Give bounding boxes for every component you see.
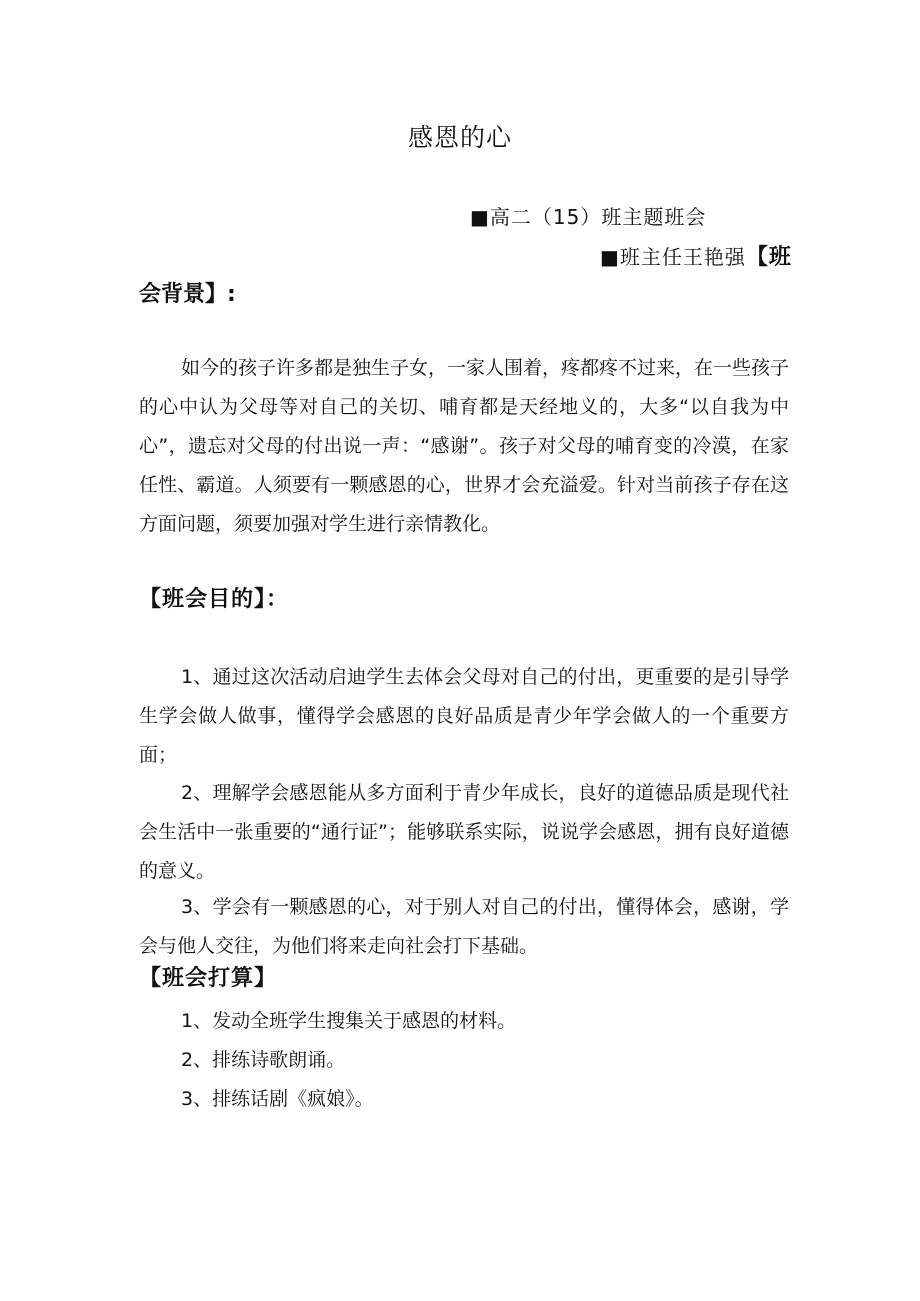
plan-item-2: 2、排练诗歌朗诵。 [181,1049,346,1071]
goal-item-3: 3、学会有一颗感恩的心，对于别人对自己的付出，懂得体会，感谢，学会与他人交往，为他们将来走向社会打下基础。 [139,896,789,957]
goal-item-2: 2、理解学会感恩能从多方面利于青少年成长，良好的道德品质是现代社会生活中一张重要的“通行证”；能够联系实际，说说学会感恩，拥有良好道德的意义。 [139,782,789,882]
document-title: 感恩的心 [407,123,512,152]
background-heading: 会背景】: [139,282,236,307]
background-paragraph: 如今的孩子许多都是独生子女，一家人围着，疼都疼不过来，在一些孩子的心中认为父母等对自己的关切、哺育都是天经地义的，大多“以自我为中心”，遗忘对父母的付出说一声：“感谢”。孩子对父母的哺育变的冷漠，在家任性、霸道。人须要有一颗感恩的心，世界才会充溢爱。针对当前孩子存在这方面问题，须要加强对学生进行亲情教化。 [139,357,790,535]
background-heading-start: 【班 [745,245,792,270]
plan-heading: 【班会打算】 [139,966,278,991]
plan-item-3: 3、排练话剧《疯娘》。 [181,1088,374,1110]
goals-heading: 【班会目的】： [139,587,290,612]
goal-item-1: 1、通过这次活动启迪学生去体会父母对自己的付出，更重要的是引导学生学会做人做事，懂得学会感恩的良好品质是青少年学会做人的一个重要方面； [139,666,789,766]
subtitle-teacher-line [600,240,792,271]
subtitle-teacher: ■班主任王艳强 [600,245,746,269]
plan-item-1: 1、发动全班学生搜集关于感恩的材料。 [181,1010,517,1032]
subtitle-class: ■高二（15）班主题班会 [470,205,707,229]
